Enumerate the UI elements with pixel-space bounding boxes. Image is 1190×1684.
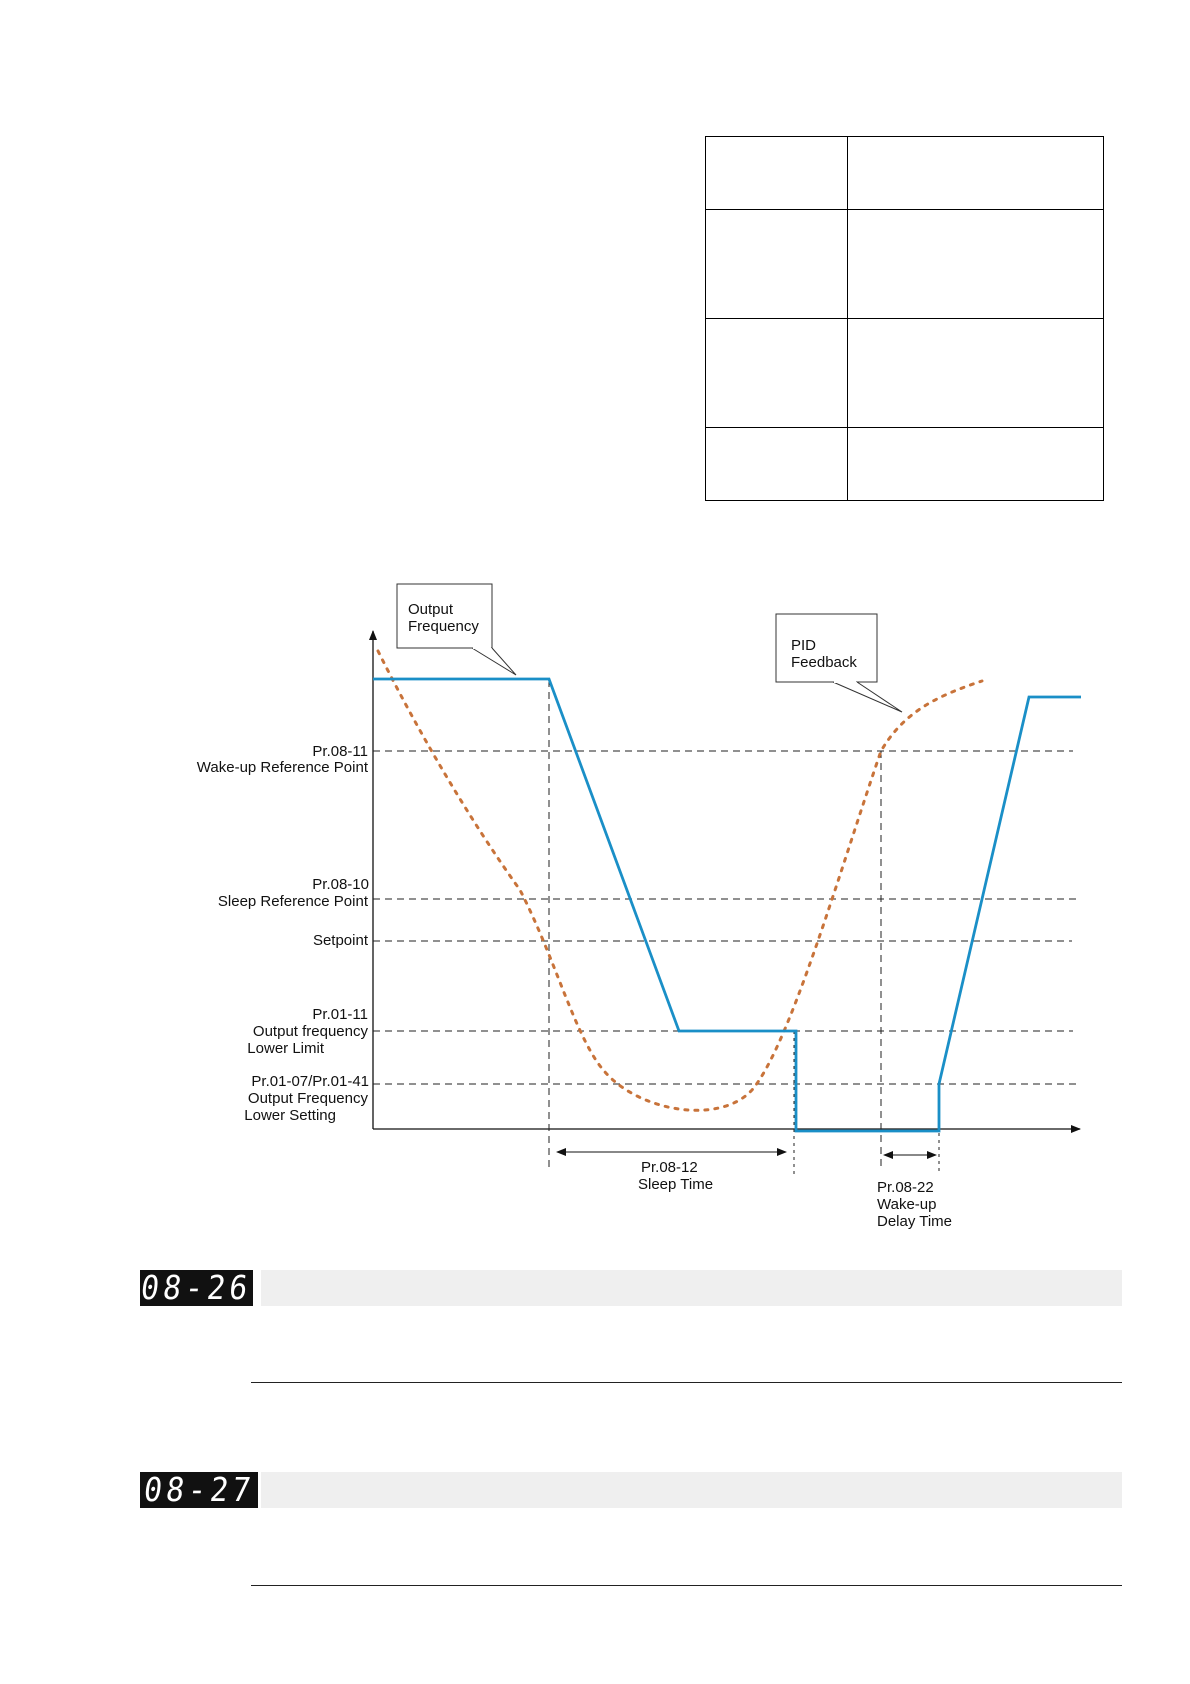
lower-setting-label-line2: Lower Setting — [244, 1107, 336, 1124]
wakeup-param-label: Pr.08-11 — [312, 743, 368, 760]
parameter-code-display — [140, 1270, 253, 1306]
sleep-label: Sleep Reference Point — [217, 893, 368, 910]
table-cell — [848, 428, 1104, 501]
table-cell — [706, 137, 848, 210]
parameter-code: 08-27 — [141, 1470, 257, 1510]
table-row — [706, 137, 1104, 210]
output-frequency-callout-line1: Output — [408, 601, 454, 618]
wakeup-delay-label-line2: Delay Time — [877, 1213, 953, 1230]
wakeup-delay-param-label: Pr.08-22 — [877, 1179, 934, 1196]
wakeup-label: Wake-up Reference Point — [196, 759, 368, 776]
table-cell — [706, 428, 848, 501]
table-cell — [848, 137, 1104, 210]
pid-feedback-curve — [378, 651, 982, 1110]
table-row — [706, 319, 1104, 428]
table-row — [706, 428, 1104, 501]
section-divider — [251, 1585, 1122, 1586]
lower-limit-label-line1: Output frequency — [252, 1023, 368, 1040]
setpoint-label: Setpoint — [312, 932, 368, 949]
table-cell — [848, 210, 1104, 319]
sleep-time-param-label: Pr.08-12 — [641, 1159, 698, 1176]
parameter-title-bar — [261, 1270, 1122, 1306]
output-frequency-callout — [397, 584, 516, 675]
table-cell — [706, 210, 848, 319]
sleep-time-label: Sleep Time — [638, 1176, 714, 1193]
parameter-code: 08-26 — [138, 1268, 255, 1308]
lower-setting-param-label: Pr.01-07/Pr.01-41 — [251, 1073, 369, 1090]
section-divider — [251, 1382, 1122, 1383]
sleep-param-label: Pr.08-10 — [312, 876, 369, 893]
parameter-code-display — [140, 1472, 258, 1508]
table-row — [706, 210, 1104, 319]
parameter-header-08-27 — [140, 1472, 1122, 1508]
sleep-wakeup-timing-diagram — [0, 560, 1190, 1240]
lower-setting-label-line1: Output Frequency — [247, 1090, 368, 1107]
parameter-title-bar — [261, 1472, 1122, 1508]
parameter-settings-table — [705, 136, 1104, 501]
lower-limit-param-label: Pr.01-11 — [312, 1006, 368, 1023]
parameter-header-08-26 — [140, 1270, 1122, 1306]
table-cell — [706, 319, 848, 428]
pid-feedback-callout — [776, 614, 902, 712]
output-frequency-callout-line2: Frequency — [408, 618, 479, 635]
pid-feedback-callout-line1: PID — [791, 637, 817, 654]
wakeup-delay-label-line1: Wake-up — [877, 1196, 937, 1213]
lower-limit-label-line2: Lower Limit — [247, 1040, 324, 1057]
table-cell — [848, 319, 1104, 428]
output-frequency-line — [373, 679, 1081, 1131]
pid-feedback-callout-line2: Feedback — [791, 654, 857, 671]
